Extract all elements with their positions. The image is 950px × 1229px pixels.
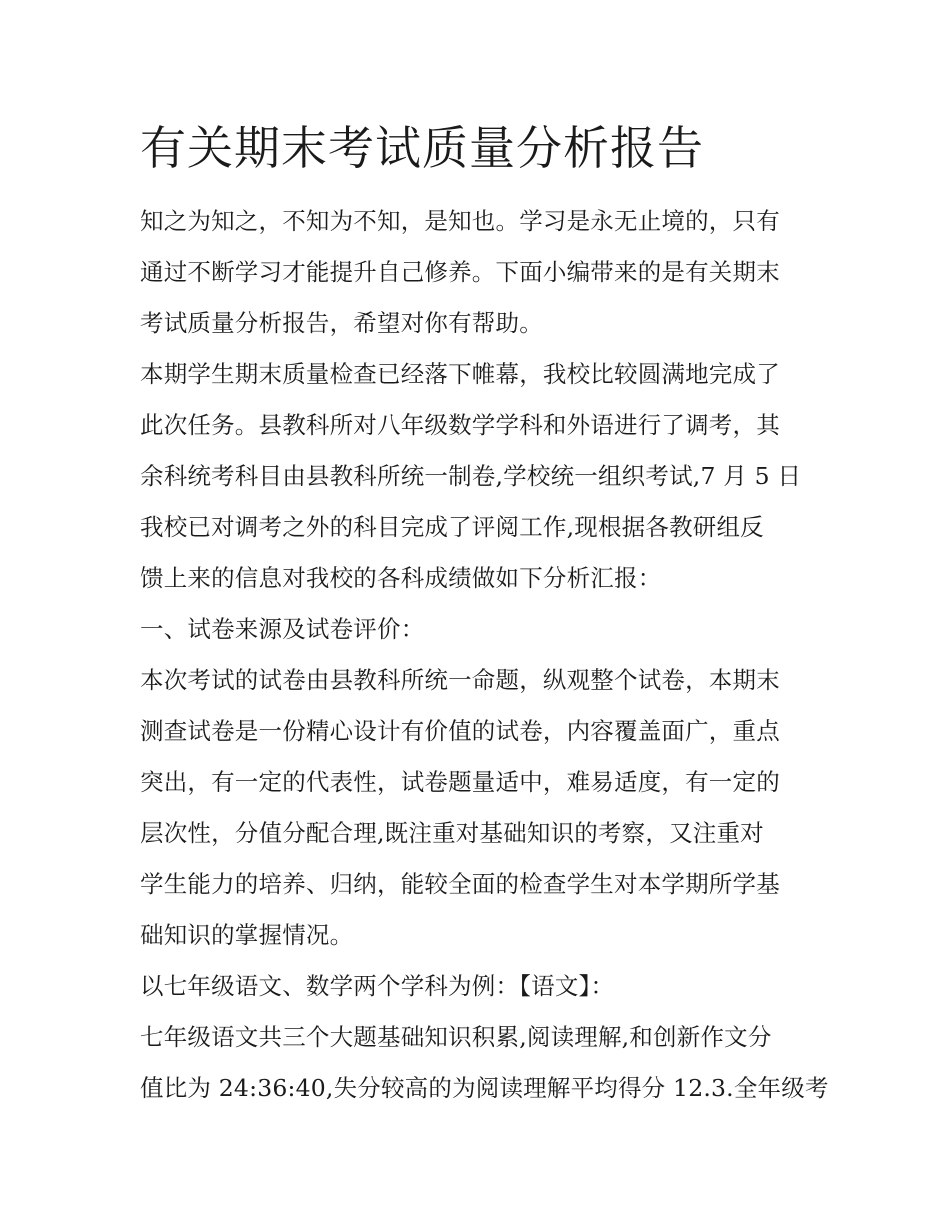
text-line: 测查试卷是一份精心设计有价值的试卷，内容覆盖面广，重点 [140, 717, 780, 745]
text-line: 础知识的掌握情况。 [140, 921, 354, 949]
text-line: 知之为知之，不知为不知，是知也。学习是永无止境的，只有 [140, 207, 780, 235]
text-line: 余科统考科目由县教科所统一制卷,学校统一组织考试,7 月 5 日 [140, 462, 802, 490]
text-line: 值比为 24:36:40,失分较高的为阅读理解平均得分 12.3.全年级考 [140, 1074, 829, 1102]
text-line: 突出，有一定的代表性，试卷题量适中，难易适度，有一定的 [140, 768, 780, 796]
text-line: 馈上来的信息对我校的各科成绩做如下分析汇报： [140, 564, 662, 592]
document-title: 有关期末考试质量分析报告 [140, 121, 704, 175]
text-line: 我校已对调考之外的科目完成了评阅工作,现根据各教研组反 [140, 513, 764, 541]
section-heading: 一、试卷来源及试卷评价： [140, 615, 425, 643]
text-line: 此次任务。县教科所对八年级数学学科和外语进行了调考，其 [140, 411, 780, 439]
text-line: 层次性，分值分配合理,既注重对基础知识的考察，又注重对 [140, 819, 764, 847]
text-line: 以七年级语文、数学两个学科为例：【语文】： [140, 972, 615, 1000]
text-line: 本期学生期末质量检查已经落下帷幕，我校比较圆满地完成了 [140, 360, 780, 388]
text-line: 七年级语文共三个大题基础知识积累,阅读理解,和创新作文分 [140, 1023, 772, 1051]
text-line: 通过不断学习才能提升自己修养。下面小编带来的是有关期末 [140, 258, 780, 286]
text-line: 学生能力的培养、归纳，能较全面的检查学生对本学期所学基 [140, 870, 780, 898]
text-line: 本次考试的试卷由县教科所统一命题，纵观整个试卷，本期末 [140, 666, 780, 694]
text-line: 考试质量分析报告，希望对你有帮助。 [140, 309, 543, 337]
